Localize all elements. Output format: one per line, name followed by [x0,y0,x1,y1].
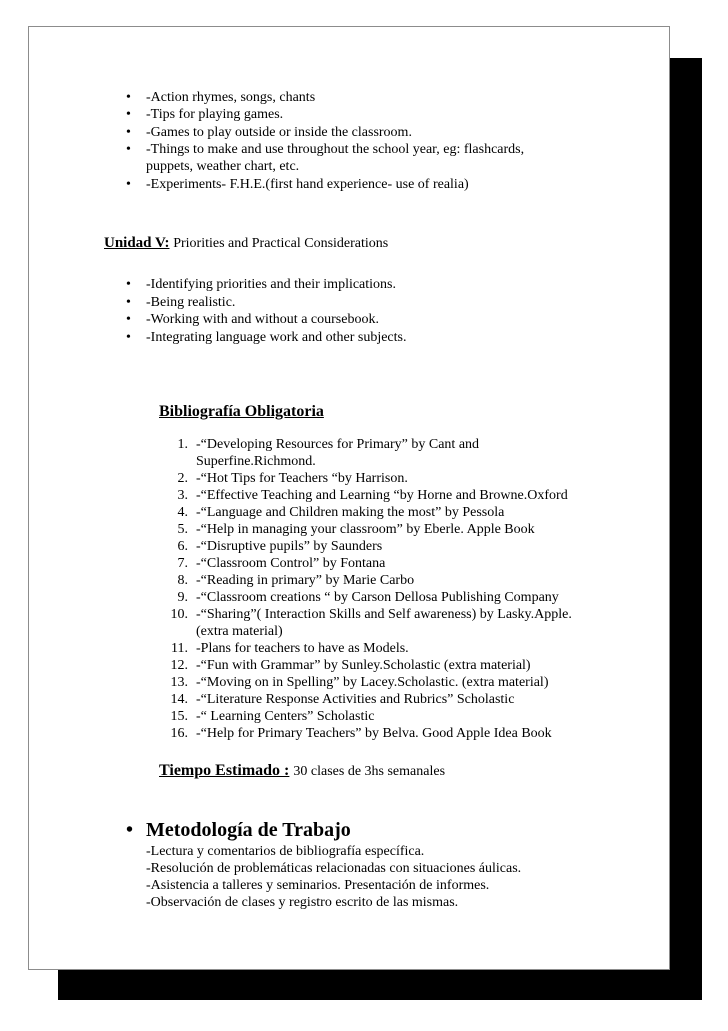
bullet-icon: • [126,295,131,310]
unit-label: Unidad V: [104,235,170,251]
bullet-icon: • [126,330,131,345]
list-item: -Observación de clases y registro escrito de las mismas. [146,895,459,910]
page-shadow-bottom [58,970,702,1000]
list-item: -Lectura y comentarios de bibliografía específica. [146,844,425,859]
unit-heading [104,234,388,253]
unit-title: Priorities and Practical Considerations [173,236,389,251]
bullet-icon: • [126,90,131,105]
bullet-icon: • [126,107,131,122]
metodologia-title: Metodología de Trabajo [146,819,351,841]
bibliography-heading: Bibliografía Obligatoria [159,403,324,420]
bullet-icon: • [126,125,131,140]
bullet-icon: • [126,819,134,841]
tiempo-value: 30 clases de 3hs semanales [293,764,446,779]
list-item: -Asistencia a talleres y seminarios. Presentación de informes. [146,878,490,893]
bullet-icon: • [126,277,131,292]
bullet-icon: • [126,177,131,192]
tiempo-estimado [159,762,445,780]
list-item: -Resolución de problemáticas relacionadas con situaciones áulicas. [146,861,522,876]
page-shadow-right [670,58,702,1000]
bullet-icon: • [126,312,131,327]
tiempo-label: Tiempo Estimado : [159,762,290,779]
bullet-icon: • [126,142,131,157]
